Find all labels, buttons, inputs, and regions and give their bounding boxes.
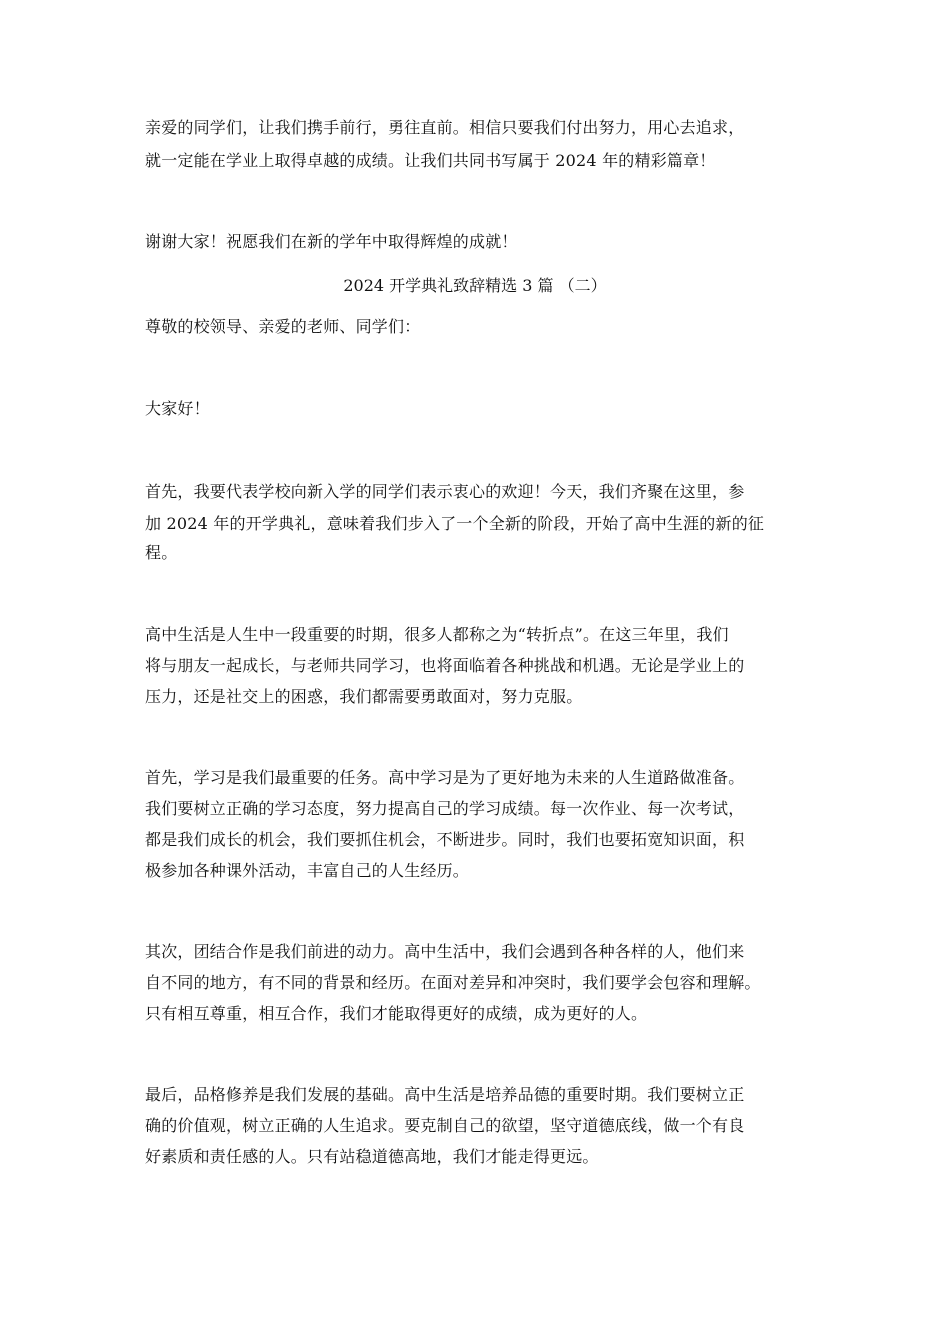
greeting-line: 大家好！ — [145, 399, 210, 418]
paragraph-line: 其次，团结合作是我们前进的动力。高中生活中，我们会遇到各种各样的人，他们来 — [145, 942, 745, 961]
paragraph-line: 谢谢大家！祝愿我们在新的学年中取得辉煌的成就！ — [145, 232, 518, 251]
paragraph-line: 程。 — [145, 543, 178, 562]
paragraph-line: 极参加各种课外活动，丰富自己的人生经历。 — [145, 861, 470, 880]
paragraph-line: 确的价值观，树立正确的人生追求。要克制自己的欲望，坚守道德底线，做一个有良 — [145, 1116, 745, 1135]
paragraph-line: 首先，学习是我们最重要的任务。高中学习是为了更好地为未来的人生道路做准备。 — [145, 768, 745, 787]
paragraph-line: 我们要树立正确的学习态度，努力提高自己的学习成绩。每一次作业、每一次考试， — [145, 799, 745, 818]
paragraph-line: 最后，品格修养是我们发展的基础。高中生活是培养品德的重要时期。我们要树立正 — [145, 1085, 745, 1104]
paragraph-line: 将与朋友一起成长，与老师共同学习，也将面临着各种挑战和机遇。无论是学业上的 — [145, 656, 745, 675]
paragraph-line: 只有相互尊重，相互合作，我们才能取得更好的成绩，成为更好的人。 — [145, 1004, 648, 1023]
paragraph-line: 亲爱的同学们，让我们携手前行，勇往直前。相信只要我们付出努力，用心去追求， — [145, 118, 745, 137]
paragraph-line: 好素质和责任感的人。只有站稳道德高地，我们才能走得更远。 — [145, 1147, 599, 1166]
paragraph-line: 都是我们成长的机会，我们要抓住机会，不断进步。同时，我们也要拓宽知识面，积 — [145, 830, 745, 849]
paragraph-line: 加 2024 年的开学典礼，意味着我们步入了一个全新的阶段，开始了高中生涯的新的征 — [145, 514, 765, 533]
paragraph-line: 首先，我要代表学校向新入学的同学们表示衷心的欢迎！今天，我们齐聚在这里，参 — [145, 482, 745, 501]
paragraph-line: 自不同的地方，有不同的背景和经历。在面对差异和冲突时，我们要学会包容和理解。 — [145, 973, 761, 992]
salutation-line: 尊敬的校领导、亲爱的老师、同学们： — [145, 317, 421, 336]
section-title: 2024 开学典礼致辞精选 3 篇 （二） — [343, 276, 607, 295]
paragraph-line: 压力，还是社交上的困惑，我们都需要勇敢面对，努力克服。 — [145, 687, 583, 706]
paragraph-line: 就一定能在学业上取得卓越的成绩。让我们共同书写属于 2024 年的精彩篇章！ — [145, 151, 716, 170]
paragraph-line: 高中生活是人生中一段重要的时期，很多人都称之为“转折点”。在这三年里，我们 — [145, 625, 729, 644]
